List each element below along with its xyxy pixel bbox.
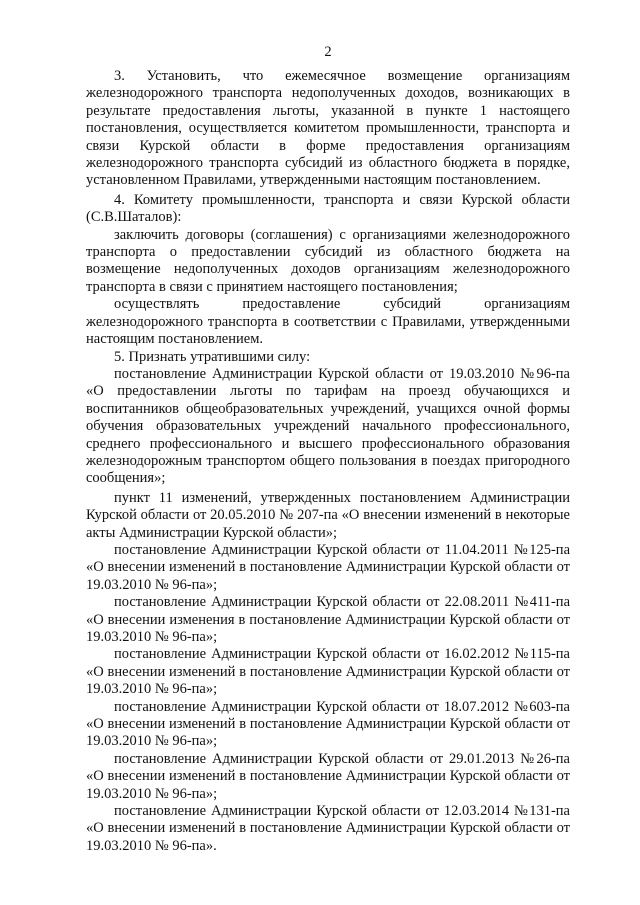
repealed-act-2013-26: постановление Администрации Курской области от 29.01.2013 №26-па «О внесении изменений в постановление Администрации Курской области от 19.03.2010 № 96-па»; [86,750,570,802]
paragraph-conclude-agreements: заключить договоры (соглашения) с организациями железнодорожного транспорта о предоставлении субсидий из областного бюджета на возмещение недополученных доходов организациям железнодорожного транспорта в связи с принятием настоящего постановления; [86,226,570,295]
paragraph-item-4: 4. Комитету промышленности, транспорта и связи Курской области (С.В.Шаталов): [86,191,570,226]
repealed-act-2014-131: постановление Администрации Курской области от 12.03.2014 №131-па «О внесении изменений в постановление Администрации Курской области от 19.03.2010 № 96-па». [86,803,570,854]
repealed-act-2010-96: постановление Администрации Курской области от 19.03.2010 №96-па «О предоставлении льготы по тарифам на проезд обучающихся и воспитанников общеобразовательных учреждений, учащихся очной формы обучения образовательных учреждений начального профессионального, среднего профессионального и высшего профессионального образования железнодорожным транспортом общего пользования в поездах пригородного сообщения»; [86,365,570,487]
document-body [86,68,570,855]
paragraph-item-3: 3. Установить, что ежемесячное возмещение организациям железнодорожного транспорта недополученных доходов, возникающих в результате предоставления льготы, указанной в пункте 1 настоящего постановления, осуществляется комитетом промышленности, транспорта и связи Курской области в форме предоставления организациям железнодорожного транспорта субсидий из областного бюджета в порядке, установленном Правилами, утвержденными настоящим постановлением. [86,68,570,189]
paragraph-item-5: 5. Признать утратившими силу: [114,348,311,365]
page-number: 2 [324,44,332,60]
repealed-act-2011-411: постановление Администрации Курской области от 22.08.2011 №411-па «О внесении изменения в постановление Администрации Курской области от 19.03.2010 № 96-па»; [86,594,570,645]
repealed-act-2012-603: постановление Администрации Курской области от 18.07.2012 №603-па «О внесении изменений в постановление Администрации Курской области от 19.03.2010 № 96-па»; [86,698,570,750]
paragraph-provide-subsidies: осуществлять предоставление субсидий организациям железнодорожного транспорта в соответствии с Правилами, утвержденными настоящим постановлением. [86,296,570,348]
repealed-act-2011-125: постановление Администрации Курской области от 11.04.2011 №125-па «О внесении изменений в постановление Администрации Курской области от 19.03.2010 № 96-па»; [86,541,570,593]
repealed-act-2012-115: постановление Администрации Курской области от 16.02.2012 №115-па «О внесении изменений в постановление Администрации Курской области от 19.03.2010 № 96-па»; [86,646,570,698]
repealed-act-2010-207: пункт 11 изменений, утвержденных постановлением Администрации Курской области от 20.05.2010 № 207-па «О внесении изменений в некоторые акты Администрации Курской области»; [86,489,570,541]
